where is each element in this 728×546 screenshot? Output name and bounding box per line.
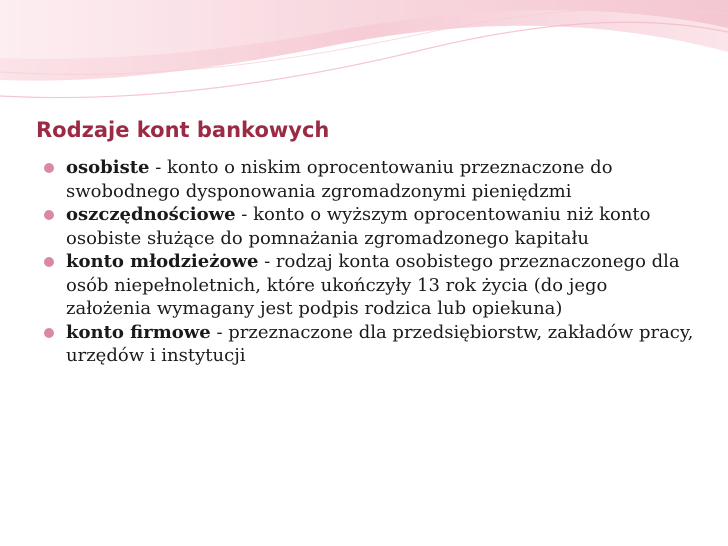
slide-title: Rodzaje kont bankowych [36, 118, 330, 142]
bullet-item-firmowe [44, 321, 694, 368]
bullet-term: oszczędnościowe [66, 204, 236, 225]
bullet-list [44, 156, 694, 368]
bullet-term: konto młodzieżowe [66, 251, 259, 272]
bullet-item-mlodziezowe [44, 250, 694, 321]
bullet-item-oszczednosciowe [44, 203, 694, 250]
bullet-term: osobiste [66, 157, 150, 178]
bullet-text: - przeznaczone dla przedsiębiorstw, zakładów pracy, urzędów i instytucji [66, 321, 694, 366]
bullet-dot-icon [44, 210, 54, 220]
bullet-dot-icon [44, 328, 54, 338]
bullet-item-osobiste [44, 156, 694, 203]
bullet-dot-icon [44, 163, 54, 173]
bullet-text: - konto o niskim oprocentowaniu przeznaczone do swobodnego dysponowania zgromadzonymi pieniędzmi [66, 157, 613, 202]
bullet-dot-icon [44, 257, 54, 267]
decorative-swoosh [0, 0, 728, 120]
bullet-term: konto firmowe [66, 321, 211, 343]
bullet-text: - konto o wyższym oprocentowaniu niż konto osobiste służące do pomnażania zgromadzonego kapitału [66, 204, 651, 249]
bullet-text: - rodzaj konta osobistego przeznaczonego dla osób niepełnoletnich, które ukończyły 13 rok życia (do jego założenia wymagany jest podpis rodzica lub opiekuna) [66, 251, 680, 319]
